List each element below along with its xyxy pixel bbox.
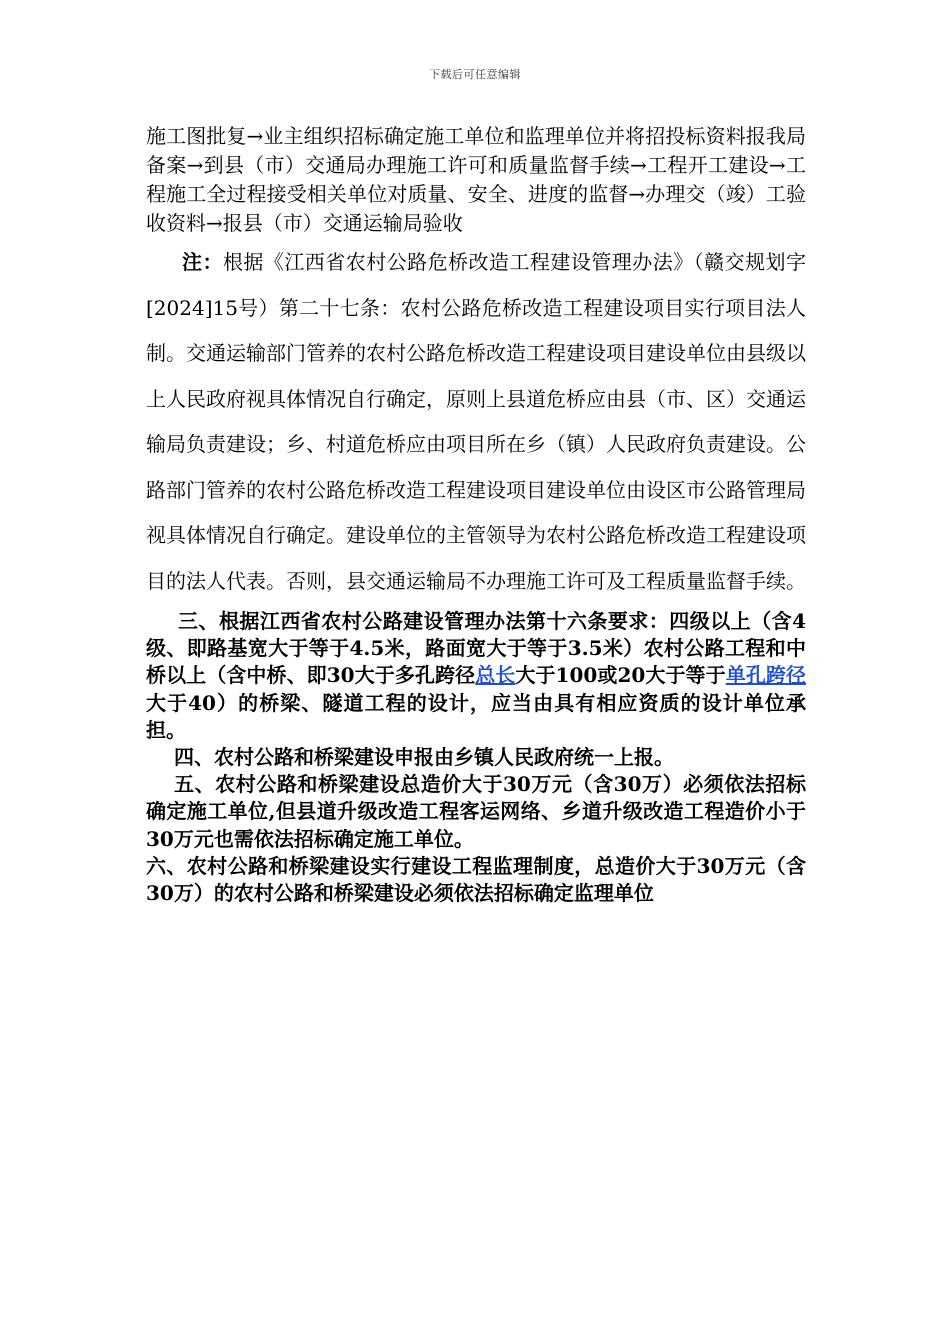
- section-5-paragraph: 五、农村公路和桥梁建设总造价大于30万元（含30万）必须依法招标确定施工单位,但县道升级改造工程客运网络、乡道升级改造工程造价小于30万元也需依法招标确定施工单位。: [146, 772, 806, 851]
- page-header: 下载后可任意编辑: [429, 68, 521, 81]
- single-span-link[interactable]: 单孔跨径: [725, 663, 806, 688]
- note-label: 注：: [182, 250, 223, 274]
- section-3-text-end: 大于40）的桥梁、隧道工程的设计，应当由具有相应资质的设计单位承担。: [146, 690, 806, 742]
- approval-flow-paragraph: 施工图批复→业主组织招标确定施工单位和监理单位并将招投标资料报我局备案→到县（市）交通局办理施工许可和质量监督手续→工程开工建设→工程施工全过程接受相关单位对质量、安全、进度的监督→办理交（竣）工验收资料→报县（市）交通运输局验收: [146, 124, 806, 235]
- section-4-paragraph: 四、农村公路和桥梁建设申报由乡镇人民政府统一上报。: [174, 745, 674, 770]
- section-3-text-start: 三、根据江西省农村公路建设管理办法第十六条要求：四级以上（含4级、即路基宽大于等于4.5米，路面宽大于等于3.5米）农村公路工程和中桥以上（含中桥、即30大于多孔跨径: [146, 609, 806, 688]
- document-body: [146, 122, 806, 907]
- section-3-text-middle: 大于100或20大于等于: [515, 663, 726, 688]
- section-6-paragraph: 六、农村公路和桥梁建设实行建设工程监理制度，总造价大于30万元（含30万）的农村公路和桥梁建设必须依法招标确定监理单位: [146, 853, 806, 906]
- note-paragraph: [146, 240, 806, 604]
- section-3-paragraph: [146, 608, 806, 744]
- note-text: 根据《江西省农村公路危桥改造工程建设管理办法》（赣交规划字[2024]15号）第二十七条：农村公路危桥改造工程建设项目实行项目法人制。交通运输部门管养的农村公路危桥改造工程建设项目建设单位由县级以上人民政府视具体情况自行确定，原则上县道危桥应由县（市、区）交通运输局负责建设；乡、村道危桥应由项目所在乡（镇）人民政府负责建设。公路部门管养的农村公路危桥改造工程建设项目建设单位由设区市公路管理局视具体情况自行确定。建设单位的主管领导为农村公路危桥改造工程建设项目的法人代表。否则，县交通运输局不办理施工许可及工程质量监督手续。: [146, 250, 807, 593]
- total-length-link[interactable]: 总长: [475, 663, 516, 688]
